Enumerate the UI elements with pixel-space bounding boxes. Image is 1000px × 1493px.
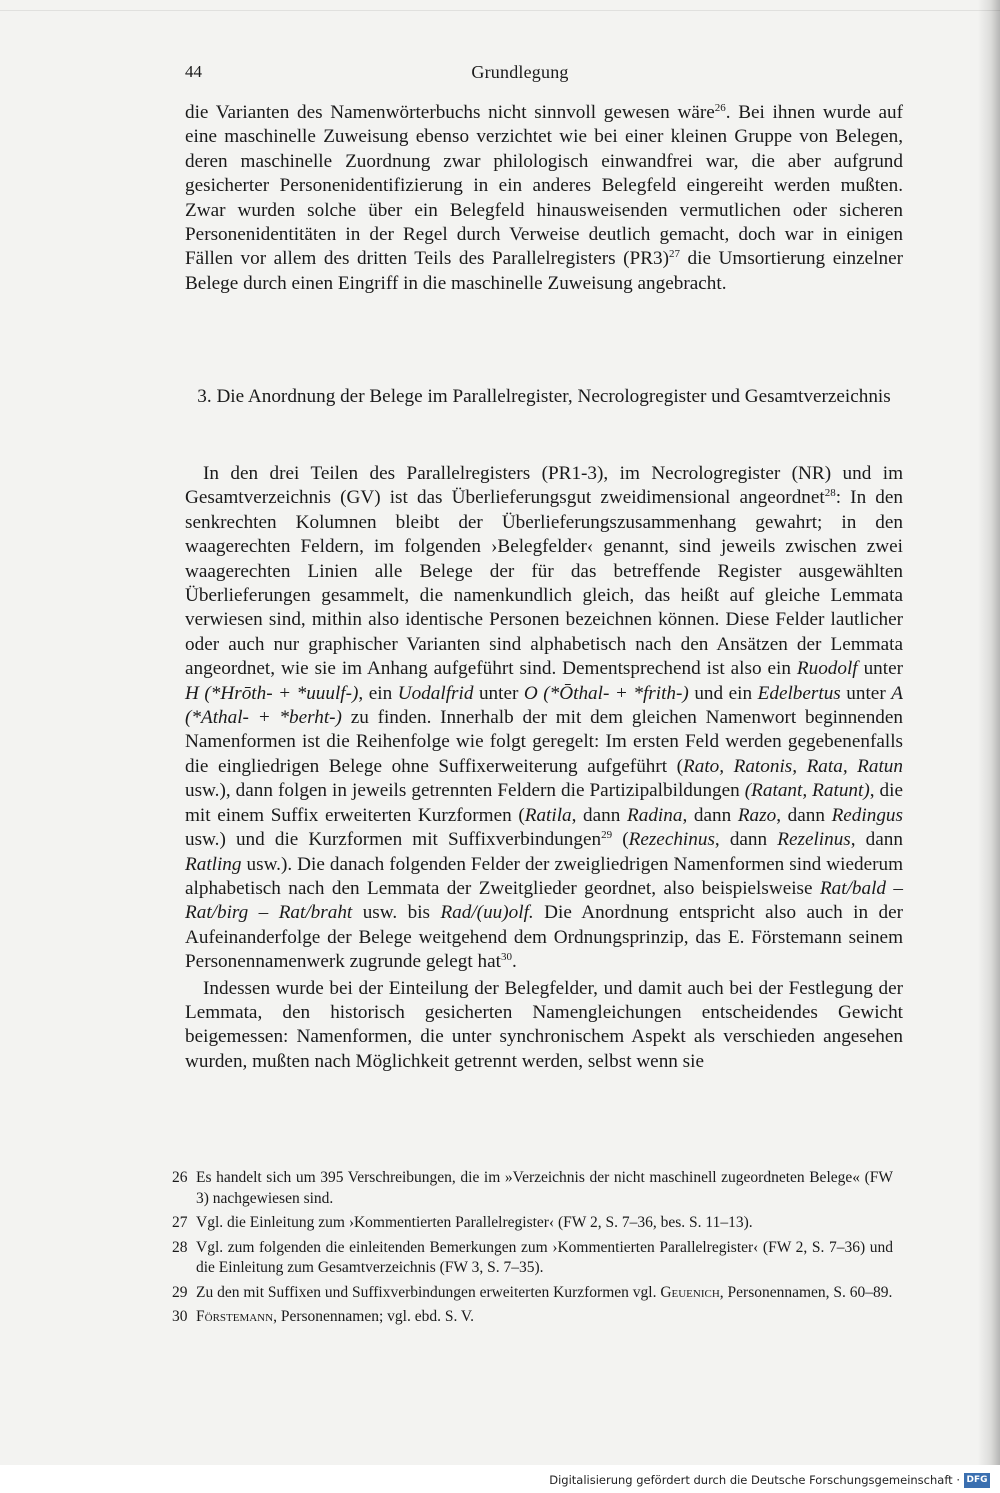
footnote-ref-28[interactable]: 28 xyxy=(824,487,836,500)
section-heading: 3. Die Anordnung der Belege im Parallelregister, Necrologregister und Gesamtverzeichnis xyxy=(197,386,891,407)
body-text: unter xyxy=(840,682,892,704)
italic-term: Ruodolf xyxy=(796,658,858,680)
body-text: , dann xyxy=(571,804,627,826)
body-text: . Bei ihnen wurde auf eine maschinelle Zuweisung ebenso verzichtet wie bei einer kleinen Gruppe von Belegen, deren maschinelle Zuordnung zwar philologisch einwandfrei war, die aber aufgrund gesicherter Personenidentifizierung in ein anderes Belegfeld eingereiht werden mußten. Zwar wurden solche über ein Belegfeld hinausweisenden vermutlichen oder sicheren Personenidentitäten in der Regel durch Verweise deutlich gemacht, doch war in einigen Fällen vor allem des dritten Teils des Parallelregisters (PR3) xyxy=(185,102,903,270)
footnote-number: 27 xyxy=(172,1214,188,1231)
footnote-26 xyxy=(172,1168,893,1209)
dfg-logo-icon: DFG xyxy=(964,1473,990,1488)
body-text: unter xyxy=(857,658,903,680)
italic-term: (Ratant, Ratunt) xyxy=(744,780,870,802)
body-text: zu finden. Innerhalb der mit dem gleichen Namenwort beginnenden Namenformen ist die Reihenfolge wie folgt geregelt: Im ersten Feld werden gegebenenfalls die eingliedrigen Belege ohne Suffixerweiterung aufgeführt ( xyxy=(185,707,904,777)
italic-term: Rato, Ratonis, Rata, Ratun xyxy=(683,755,903,777)
footnote-number: 26 xyxy=(172,1169,188,1186)
footnote-28 xyxy=(172,1238,893,1279)
footnote-ref-26[interactable]: 26 xyxy=(714,102,726,114)
italic-term: Rezechinus xyxy=(628,829,715,851)
footnote-text-part: , Personennamen, S. 60–89. xyxy=(719,1283,893,1301)
footnote-27 xyxy=(172,1213,893,1234)
footnote-ref-27[interactable]: 27 xyxy=(669,248,680,261)
footnote-text xyxy=(196,1283,893,1304)
italic-term: Redingus xyxy=(831,804,903,826)
body-text: die Varianten des Namenwörterbuchs nicht sinnvoll gewesen wäre xyxy=(185,102,715,123)
body-text: die Umsortierung einzelner Belege durch einen Eingriff in die maschinelle Zuweisung angebracht. xyxy=(185,248,904,294)
body-text: usw.) und die Kurzformen mit Suffixverbindungen xyxy=(185,829,602,851)
footnote-text xyxy=(196,1307,893,1328)
body-text: , dann xyxy=(850,829,903,851)
footnote-30 xyxy=(172,1307,893,1328)
body-text: ( xyxy=(612,829,629,851)
italic-term: Rezelinus xyxy=(777,829,851,851)
body-text: , die mit einem Suffix erweiterten Kurzformen ( xyxy=(185,780,903,826)
italic-term: A (*Athal- + *berht-) xyxy=(185,682,903,729)
body-text: : In den senkrechten Kolumnen bleibt der Überlieferungszusammenhang gewahrt; in den waagerechten Feldern, im folgenden ›Belegfelder‹ genannt, sind jeweils zwischen zwei waagerechten Linien alle Belege der für das betreffende Register ausgewählten Überlieferungen gesammelt, die namenkundlich gleich, das heißt auf gleiche Lemmata verwiesen sind, mithin also identische Personen bezeichnen können. Diese Felder lautlicher oder auch nur graphischer Varianten sind alphabetisch nach den Ansätzen der Lemmata angeordnet, wie sie im Anhang aufgeführt sind. Dementsprechend ist also ein xyxy=(185,487,903,680)
body-text: , dann xyxy=(682,804,738,826)
running-head: Grundlegung xyxy=(471,62,569,82)
scan-border xyxy=(0,10,1000,11)
italic-term: Uodalfrid xyxy=(397,682,474,704)
body-text: usw. bis xyxy=(352,902,441,924)
footnote-number: 28 xyxy=(172,1238,188,1256)
body-text: usw.), dann folgen in jeweils getrennten Feldern die Partizipalbildungen xyxy=(185,780,745,802)
body-text: und ein xyxy=(688,682,758,704)
footnote-text: Es handelt sich um 395 Verschreibungen, die im »Verzeichnis der nicht maschinell zugeordneten Belege« (FW 3) nachgewiesen sind. xyxy=(196,1169,893,1207)
body-text: In den drei Teilen des Parallelregisters (PR1-3), im Necrologregister (NR) und im Gesamtverzeichnis (GV) ist das Überlieferungsgut zweidimensional angeordnet xyxy=(185,463,903,509)
italic-term: Rat/bald – Rat/birg – Rat/braht xyxy=(185,877,904,924)
body-paragraph-2 xyxy=(185,462,903,1074)
footnote-number: 30 xyxy=(172,1308,188,1325)
body-text: unter xyxy=(473,682,524,704)
italic-term: O (*Ōthal- + *frith-) xyxy=(523,682,689,704)
footnotes xyxy=(172,1168,893,1332)
page-number: 44 xyxy=(185,62,202,81)
footnote-number: 29 xyxy=(172,1283,188,1301)
footnote-ref-30[interactable]: 30 xyxy=(500,951,512,964)
body-text: . xyxy=(511,951,517,973)
body-text: , dann xyxy=(776,804,832,826)
italic-term: Edelbertus xyxy=(757,682,841,704)
italic-term: Ratling xyxy=(185,853,242,875)
italic-term: Ratila xyxy=(524,804,572,826)
italic-term: Rad/(uu)olf. xyxy=(440,902,534,924)
italic-term: H (*Hrōth- + *uuulf-) xyxy=(185,682,359,704)
body-text: usw.). Die danach folgenden Felder der zweigliedrigen Namenformen sind wiederum alphabetisch nach den Lemmata der Zweitglieder geordnet, also beispielsweise xyxy=(185,853,903,899)
body-paragraph-3: Indessen wurde bei der Einteilung der Belegfelder, und damit auch bei der Festlegung der Lemmata, den historisch gesicherten Namengleichungen entscheidendes Gewicht beigemessen: Namenformen, die unter synchronischem Aspekt als verschieden angesehen wurden, mußten nach Möglichkeit getrennt werden, selbst wenn sie xyxy=(185,977,903,1072)
footnote-text: Vgl. die Einleitung zum ›Kommentierten Parallelregister‹ (FW 2, S. 7–36, bes. S. 11–13). xyxy=(196,1214,753,1231)
author-name: Geuenich xyxy=(660,1283,720,1301)
body-text: Die Anordnung entspricht also auch in der Aufeinanderfolge der Belege weitgehend dem Ordnungsprinzip, das E. Förstemann seinem Personennamenwerk zugrunde gelegt hat xyxy=(185,902,904,973)
footnote-text-part: Zu den mit Suffixen und Suffixverbindungen erweiterten Kurzformen vgl. xyxy=(196,1283,661,1301)
funding-notice: Digitalisierung gefördert durch die Deutsche Forschungsgemeinschaft · xyxy=(549,1473,960,1487)
body-paragraph-1 xyxy=(185,101,903,296)
footnote-29 xyxy=(172,1283,893,1304)
body-text: , dann xyxy=(714,829,778,851)
italic-term: Razo xyxy=(737,804,777,826)
footnote-text: Vgl. zum folgenden die einleitenden Bemerkungen zum ›Kommentierten Parallelregister‹ (FW 2, S. 7–36) und die Einleitung zum Gesamtverzeichnis (FW 3, S. 7–35). xyxy=(196,1238,893,1276)
footnote-text-part: , Personennamen; vgl. ebd. S. V. xyxy=(273,1308,474,1325)
digitization-footer xyxy=(0,1465,1000,1493)
footnote-ref-29[interactable]: 29 xyxy=(601,829,613,842)
page-edge-shadow xyxy=(978,0,1000,1465)
author-name: Förstemann xyxy=(196,1308,274,1325)
italic-term: Radina xyxy=(627,804,683,826)
body-text: , ein xyxy=(358,682,398,704)
